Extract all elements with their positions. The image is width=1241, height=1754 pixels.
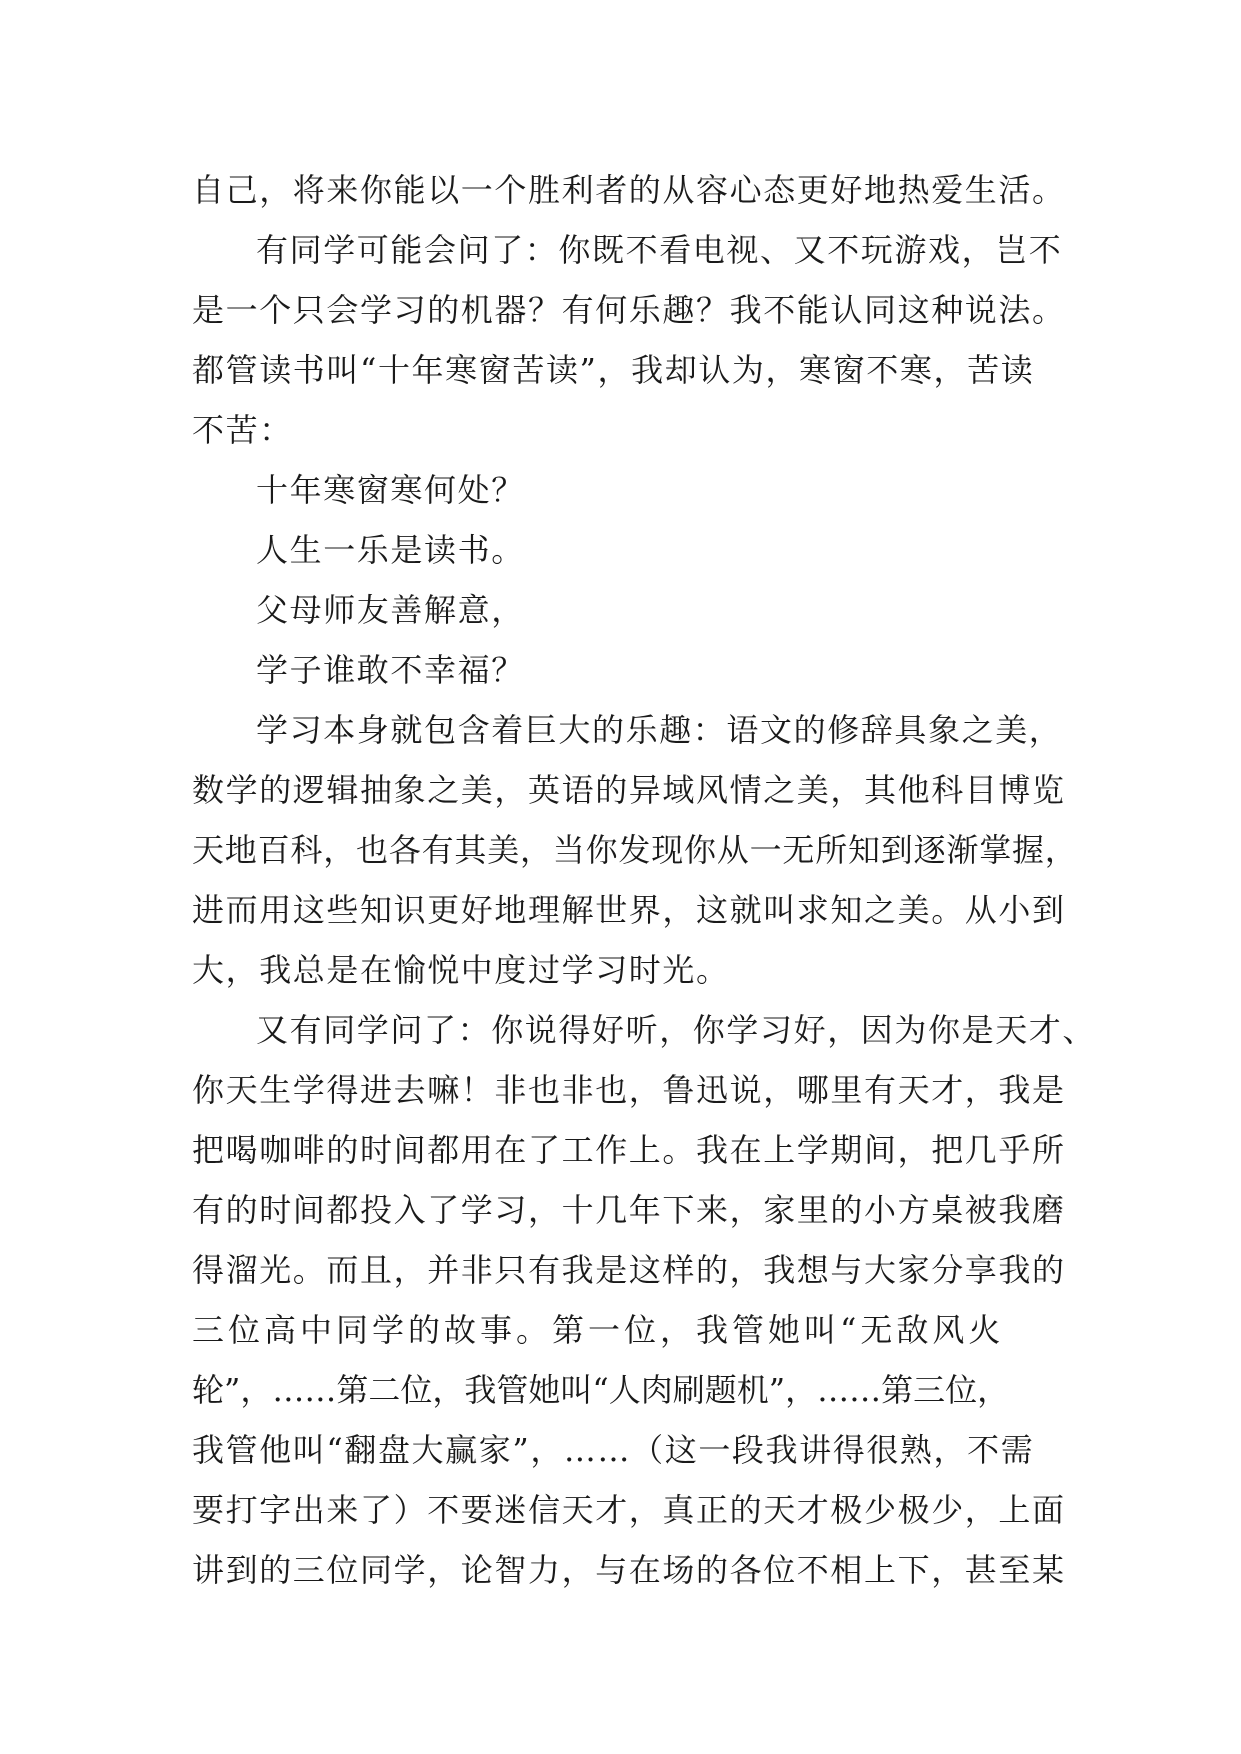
- text-line: 有的时间都投入了学习，十几年下来，家里的小方桌被我磨: [192, 1191, 1066, 1229]
- text-line: 是一个只会学习的机器？有何乐趣？我不能认同这种说法。: [192, 291, 1066, 329]
- text-line: 轮”，……第二位，我管她叫“人肉刷题机”，……第三位，: [192, 1371, 1010, 1409]
- text-line: 讲到的三位同学，论智力，与在场的各位不相上下，甚至某: [192, 1551, 1066, 1589]
- text-line: 学习本身就包含着巨大的乐趣：语文的修辞具象之美，: [256, 711, 1063, 749]
- text-line: 不苦：: [192, 411, 293, 449]
- text-line: 把喝咖啡的时间都用在了工作上。我在上学期间，把几乎所: [192, 1131, 1066, 1169]
- poem-line: 十年寒窗寒何处？: [256, 471, 525, 509]
- text-line: 你天生学得进去嘛！非也非也，鲁迅说，哪里有天才，我是: [192, 1071, 1066, 1109]
- text-line: 我管他叫“翻盘大赢家”，……（这一段我讲得很熟，不需: [192, 1431, 1035, 1469]
- poem-line: 父母师友善解意，: [256, 591, 525, 629]
- text-line: 天地百科，也各有其美，当你发现你从一无所知到逐渐掌握，: [192, 831, 1078, 869]
- text-line: 进而用这些知识更好地理解世界，这就叫求知之美。从小到: [192, 891, 1066, 929]
- poem-line: 人生一乐是读书。: [256, 531, 525, 569]
- text-line: 有同学可能会问了：你既不看电视、又不玩游戏，岂不: [256, 231, 1063, 269]
- text-line: 要打字出来了）不要迷信天才，真正的天才极少极少，上面: [192, 1491, 1066, 1529]
- text-line: 大，我总是在愉悦中度过学习时光。: [192, 951, 730, 989]
- text-line: 数学的逻辑抽象之美，英语的异域风情之美，其他科目博览: [192, 771, 1066, 809]
- text-line: 又有同学问了：你说得好听，你学习好，因为你是天才、: [256, 1011, 1097, 1049]
- text-line: 都管读书叫“十年寒窗苦读”，我却认为，寒窗不寒，苦读: [192, 351, 1035, 389]
- text-line: 三位高中同学的故事。第一位，我管她叫“无敌风火: [192, 1311, 1005, 1349]
- poem-line: 学子谁敢不幸福？: [256, 651, 525, 689]
- body-text: [192, 160, 1097, 1600]
- text-line: 自己，将来你能以一个胜利者的从容心态更好地热爱生活。: [192, 171, 1066, 209]
- text-line: 得溜光。而且，并非只有我是这样的，我想与大家分享我的: [192, 1251, 1066, 1289]
